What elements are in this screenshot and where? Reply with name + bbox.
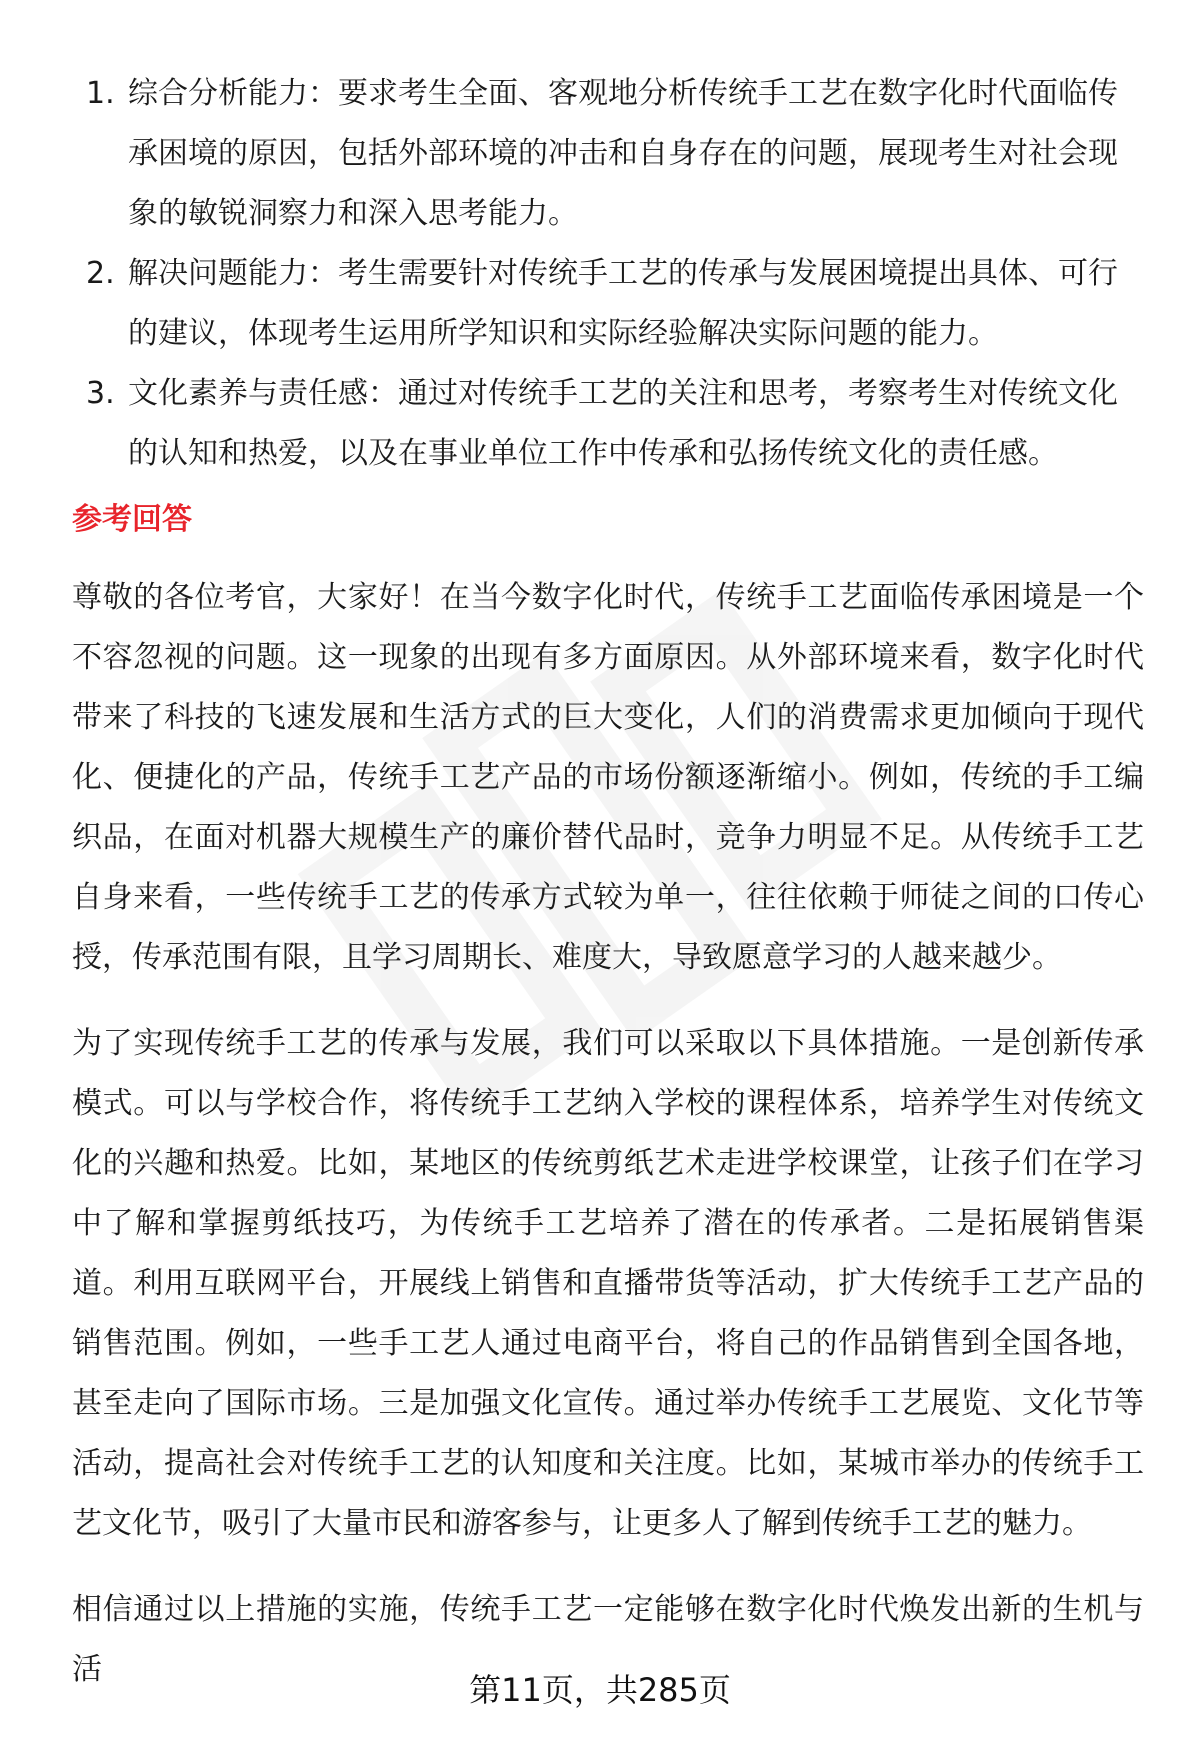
criteria-item: [72, 244, 1144, 364]
criteria-number: 1.: [86, 76, 115, 111]
content-area: [72, 64, 1144, 1726]
criteria-text: 文化素养与责任感：通过对传统手工艺的关注和思考，考察考生对传统文化的认知和热爱，以及在事业单位工作中传承和弘扬传统文化的责任感。: [128, 376, 1118, 471]
section-title-reference-answer: 参考回答: [72, 502, 192, 537]
page-number-footer: 第11页，共285页: [469, 1671, 731, 1709]
criteria-number: 3.: [86, 376, 115, 411]
answer-paragraph: 尊敬的各位考官，大家好！在当今数字化时代，传统手工艺面临传承困境是一个不容忽视的问题。这一现象的出现有多方面原因。从外部环境来看，数字化时代带来了科技的飞速发展和生活方式的巨大变化，人们的消费需求更加倾向于现代化、便捷化的产品，传统手工艺产品的市场份额逐渐缩小。例如，传统的手工编织品，在面对机器大规模生产的廉价替代品时，竞争力明显不足。从传统手工艺自身来看，一些传统手工艺的传承方式较为单一，往往依赖于师徒之间的口传心授，传承范围有限，且学习周期长、难度大，导致愿意学习的人越来越少。: [72, 580, 1144, 975]
criteria-item: [72, 64, 1144, 244]
criteria-text: 解决问题能力：考生需要针对传统手工艺的传承与发展困境提出具体、可行的建议，体现考生运用所学知识和实际经验解决实际问题的能力。: [128, 256, 1118, 351]
criteria-item: [72, 364, 1144, 484]
answer-paragraph: 为了实现传统手工艺的传承与发展，我们可以采取以下具体措施。一是创新传承模式。可以与学校合作，将传统手工艺纳入学校的课程体系，培养学生对传统文化的兴趣和热爱。比如，某地区的传统剪纸艺术走进学校课堂，让孩子们在学习中了解和掌握剪纸技巧，为传统手工艺培养了潜在的传承者。二是拓展销售渠道。利用互联网平台，开展线上销售和直播带货等活动，扩大传统手工艺产品的销售范围。例如，一些手工艺人通过电商平台，将自己的作品销售到全国各地，甚至走向了国际市场。三是加强文化宣传。通过举办传统手工艺展览、文化节等活动，提高社会对传统手工艺的认知度和关注度。比如，某城市举办的传统手工艺文化节，吸引了大量市民和游客参与，让更多人了解到传统手工艺的魅力。: [72, 1026, 1144, 1541]
criteria-text: 综合分析能力：要求考生全面、客观地分析传统手工艺在数字化时代面临传承困境的原因，包括外部环境的冲击和自身存在的问题，展现考生对社会现象的敏锐洞察力和深入思考能力。: [128, 76, 1118, 231]
answer-paragraph: 相信通过以上措施的实施，传统手工艺一定能够在数字化时代焕发出新的生机与活: [72, 1592, 1144, 1687]
criteria-list: [72, 64, 1144, 484]
criteria-number: 2.: [86, 256, 115, 291]
